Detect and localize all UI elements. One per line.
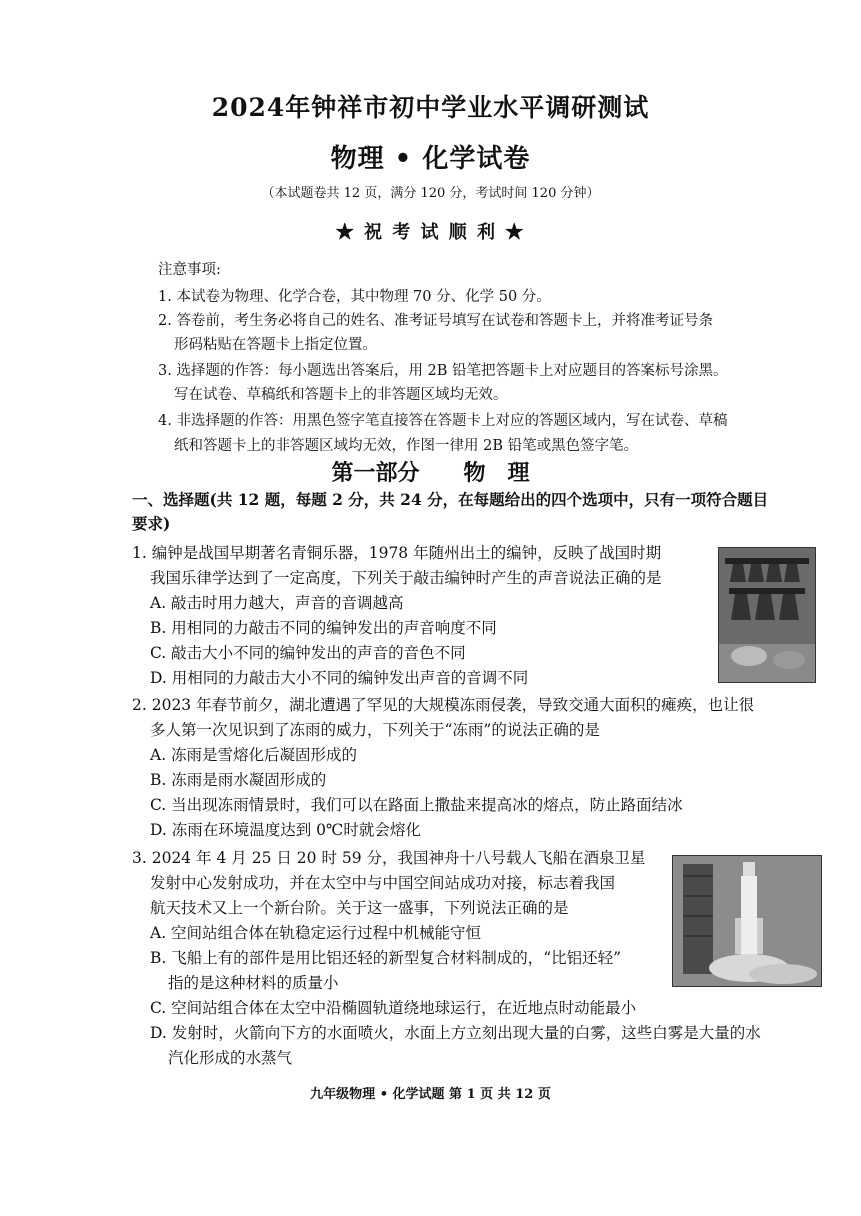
notice-line: 1. 本试卷为物理、化学合卷，其中物理 70 分、化学 50 分。 — [158, 289, 551, 305]
notice-line: 形码粘贴在答题卡上指定位置。 — [174, 337, 377, 353]
question-option: C. 空间站组合体在太空中沿椭圆轨道绕地球运行，在近地点时动能最小 — [150, 999, 637, 1017]
question-option: C. 敲击大小不同的编钟发出的声音的音色不同 — [150, 644, 466, 662]
question-option: A. 敲击时用力越大，声音的音调越高 — [150, 594, 404, 612]
question-option: D. 发射时，火箭向下方的水面喷火，水面上方立刻出现大量的白雾，这些白雾是大量的水 — [150, 1024, 761, 1042]
question-stem: 1. 编钟是战国早期著名青铜乐器，1978 年随州出土的编钟，反映了战国时期 — [132, 544, 662, 562]
notice-heading: 注意事项: — [158, 262, 221, 278]
question-option: B. 飞船上有的部件是用比铝还轻的新型复合材料制成的，“比铝还轻” — [150, 949, 622, 967]
notice-line: 2. 答卷前，考生务必将自己的姓名、准考证号填写在试卷和答题卡上，并将准考证号条 — [158, 313, 713, 329]
notice-line: 纸和答题卡上的非答题区域均无效，作图一律用 2B 铅笔或黑色签字笔。 — [174, 438, 639, 454]
question-stem: 2. 2023 年春节前夕，湖北遭遇了罕见的大规模冻雨侵袭，导致交通大面积的瘫痪，也让很 — [132, 696, 755, 714]
rocket-launch-photo — [672, 855, 822, 987]
section-title: 第一部分 物 理 — [331, 460, 530, 486]
question-stem: 航天技术又上一个新台阶。关于这一盛事，下列说法正确的是 — [150, 899, 569, 917]
question-option: B. 冻雨是雨水凝固形成的 — [150, 771, 327, 789]
question-stem: 3. 2024 年 4 月 25 日 20 时 59 分，我国神舟十八号载人飞船在酒泉卫星 — [132, 849, 646, 867]
good-luck-banner: ★ 祝 考 试 顺 利 ★ — [335, 222, 526, 243]
question-option: D. 冻雨在环境温度达到 0℃时就会熔化 — [150, 821, 421, 839]
exam-subtitle: 物理 • 化学试卷 — [330, 144, 531, 174]
question-option: D. 用相同的力敲击大小不同的编钟发出声音的音调不同 — [150, 669, 529, 687]
question-option: A. 冻雨是雪熔化后凝固形成的 — [150, 746, 358, 764]
question-option: B. 用相同的力敲击不同的编钟发出的声音响度不同 — [150, 619, 497, 637]
exam-title: 2024年钟祥市初中学业水平调研测试 — [211, 93, 650, 122]
exam-info: （本试题卷共 12 页，满分 120 分，考试时间 120 分钟） — [261, 186, 600, 201]
question-stem: 多人第一次见识到了冻雨的威力，下列关于“冻雨”的说法正确的是 — [150, 721, 600, 739]
question-option: A. 空间站组合体在轨稳定运行过程中机械能守恒 — [150, 924, 482, 942]
section-instruction: 一、选择题(共 12 题，每题 2 分，共 24 分，在每题给出的四个选项中，只有一项符合题目 — [132, 490, 769, 509]
notice-line: 4. 非选择题的作答：用黑色签字笔直接答在答题卡上对应的答题区域内，写在试卷、草稿 — [158, 413, 728, 429]
notice-line: 3. 选择题的作答：每小题选出答案后，用 2B 铅笔把答题卡上对应题目的答案标号涂黑。 — [158, 363, 728, 379]
notice-line: 写在试卷、草稿纸和答题卡上的非答题区域均无效。 — [174, 387, 508, 403]
question-option: C. 当出现冻雨情景时，我们可以在路面上撒盐来提高冰的熔点，防止路面结冰 — [150, 796, 683, 814]
question-option: 汽化形成的水蒸气 — [168, 1049, 293, 1067]
bianzhong-photo — [718, 547, 816, 683]
question-stem: 我国乐律学达到了一定高度，下列关于敲击编钟时产生的声音说法正确的是 — [150, 569, 662, 587]
page-footer: 九年级物理 • 化学试题 第 1 页 共 12 页 — [310, 1087, 551, 1102]
section-instruction: 要求) — [132, 514, 171, 533]
question-option: 指的是这种材料的质量小 — [168, 974, 339, 992]
question-stem: 发射中心发射成功，并在太空中与中国空间站成功对接，标志着我国 — [150, 874, 616, 892]
